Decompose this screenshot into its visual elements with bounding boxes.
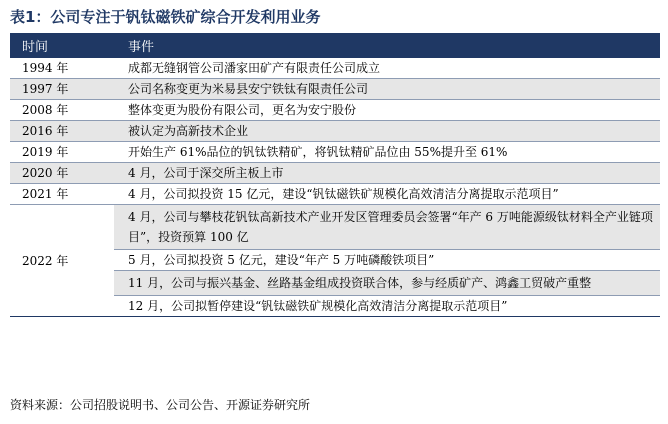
table-row bbox=[10, 163, 660, 184]
year-cell-2022: 2022 年 bbox=[10, 205, 114, 317]
source-note: 资料来源：公司招股说明书、公司公告、开源证券研究所 bbox=[10, 398, 311, 412]
table-row bbox=[10, 142, 660, 163]
event-cell: 4 月，公司拟投资 15 亿元，建设“钒钛磁铁矿规模化高效清洁分离提取示范项目” bbox=[114, 184, 660, 205]
event-cell: 整体变更为股份有限公司，更名为安宁股份 bbox=[114, 100, 660, 121]
year-cell: 2008 年 bbox=[10, 100, 114, 121]
table-title: 表1：公司专注于钒钛磁铁矿综合开发利用业务 bbox=[10, 8, 321, 26]
event-cell: 5 月，公司拟投资 5 亿元，建设“年产 5 万吨磷酸铁项目” bbox=[114, 250, 660, 271]
event-cell: 开始生产 61%品位的钒钛铁精矿，将钒钛精矿品位由 55%提升至 61% bbox=[114, 142, 660, 163]
table-header-row bbox=[10, 33, 660, 58]
table-row bbox=[10, 100, 660, 121]
header-year: 时间 bbox=[10, 33, 114, 58]
year-cell: 2020 年 bbox=[10, 163, 114, 184]
table-row bbox=[10, 58, 660, 79]
year-cell: 2019 年 bbox=[10, 142, 114, 163]
year-cell: 1997 年 bbox=[10, 79, 114, 100]
header-event: 事件 bbox=[114, 33, 660, 58]
year-cell: 2021 年 bbox=[10, 184, 114, 205]
event-cell: 4 月，公司与攀枝花钒钛高新技术产业开发区管理委员会签署“年产 6 万吨能源级钛材料全产业链项目”，投资预算 100 亿 bbox=[114, 205, 660, 250]
table-row bbox=[10, 184, 660, 205]
event-cell: 12 月，公司拟暂停建设“钒钛磁铁矿规模化高效清洁分离提取示范项目” bbox=[114, 296, 660, 317]
event-cell: 11 月，公司与振兴基金、丝路基金组成投资联合体，参与经质矿产、鸿鑫工贸破产重整 bbox=[114, 271, 660, 296]
event-cell: 公司名称变更为米易县安宁铁钛有限责任公司 bbox=[114, 79, 660, 100]
event-cell: 成都无缝钢管公司潘家田矿产有限责任公司成立 bbox=[114, 58, 660, 79]
table-row bbox=[10, 79, 660, 100]
event-cell: 4 月，公司于深交所主板上市 bbox=[114, 163, 660, 184]
events-table bbox=[10, 33, 660, 317]
event-cell: 被认定为高新技术企业 bbox=[114, 121, 660, 142]
table-row bbox=[10, 121, 660, 142]
year-cell: 1994 年 bbox=[10, 58, 114, 79]
table-row bbox=[10, 205, 660, 250]
year-cell: 2016 年 bbox=[10, 121, 114, 142]
